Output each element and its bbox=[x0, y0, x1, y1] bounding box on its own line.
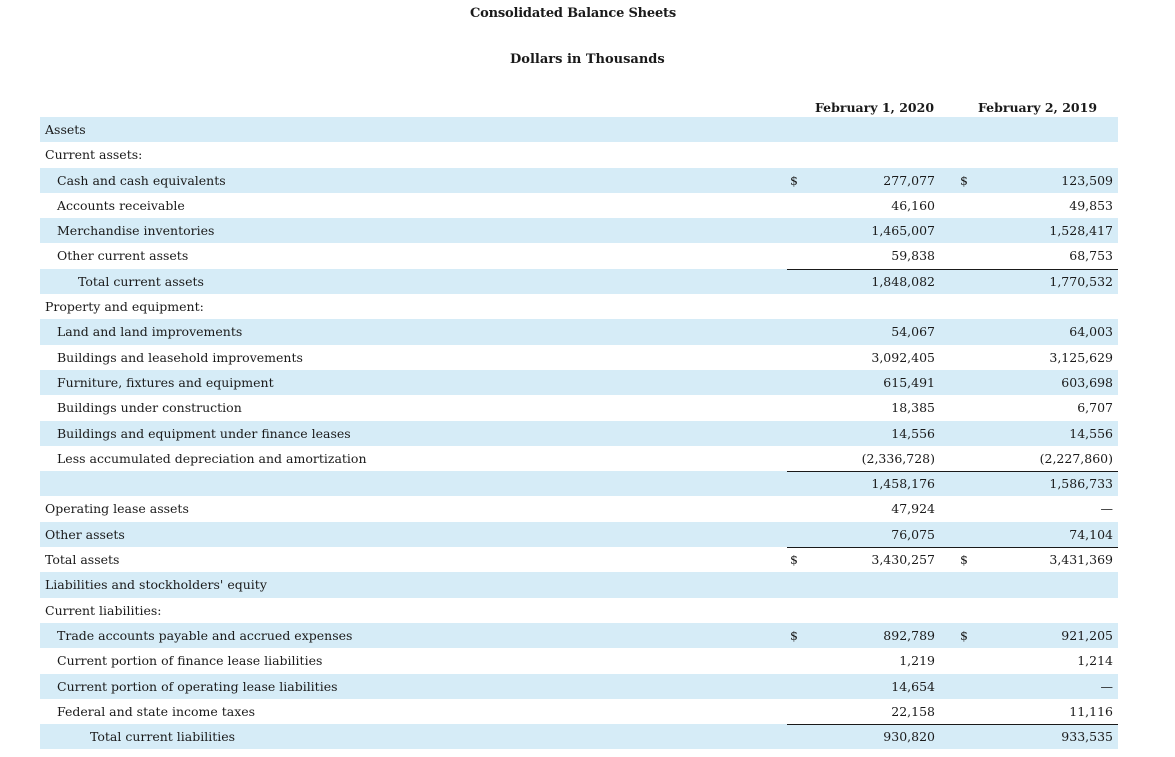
table-row bbox=[40, 269, 1118, 294]
row-label: Current portion of operating lease liabilities bbox=[57, 678, 338, 694]
row-label: Operating lease assets bbox=[45, 501, 189, 517]
row-label: Current portion of finance lease liabilities bbox=[57, 653, 323, 669]
table-row bbox=[40, 117, 1118, 142]
value-2019: 123,509 bbox=[1061, 172, 1113, 188]
table-row bbox=[40, 294, 1118, 319]
row-label: Liabilities and stockholders' equity bbox=[45, 577, 267, 593]
value-2020: 1,458,176 bbox=[871, 476, 935, 492]
row-label: Furniture, fixtures and equipment bbox=[57, 374, 274, 390]
value-2019: 1,586,733 bbox=[1049, 476, 1113, 492]
column-header-2019: February 2, 2019 bbox=[957, 100, 1118, 119]
table-row bbox=[40, 446, 1118, 471]
value-2020: 18,385 bbox=[891, 400, 935, 416]
value-2019: 3,125,629 bbox=[1049, 349, 1113, 365]
table-row bbox=[40, 168, 1118, 193]
value-2019: 933,535 bbox=[1061, 729, 1113, 745]
currency-symbol: $ bbox=[960, 627, 968, 643]
value-2020: 3,092,405 bbox=[871, 349, 935, 365]
value-2019: 921,205 bbox=[1061, 627, 1113, 643]
value-2019: — bbox=[1100, 501, 1113, 517]
currency-symbol: $ bbox=[790, 552, 798, 568]
subtotal-rule bbox=[957, 471, 1118, 472]
table-row bbox=[40, 522, 1118, 547]
row-label: Current liabilities: bbox=[45, 602, 162, 618]
document-subtitle: Dollars in Thousands bbox=[510, 52, 665, 67]
table-row bbox=[40, 243, 1118, 268]
row-label: Buildings under construction bbox=[57, 400, 242, 416]
value-2019: 14,556 bbox=[1069, 425, 1113, 441]
subtotal-rule bbox=[957, 547, 1118, 548]
value-2019: 1,214 bbox=[1077, 653, 1113, 669]
value-2020: 46,160 bbox=[891, 197, 935, 213]
value-2020: 1,848,082 bbox=[871, 273, 935, 289]
column-header-2020: February 1, 2020 bbox=[786, 100, 963, 119]
table-row bbox=[40, 699, 1118, 724]
subtotal-rule bbox=[787, 547, 963, 548]
value-2020: 59,838 bbox=[891, 248, 935, 264]
row-label: Accounts receivable bbox=[57, 197, 185, 213]
row-label: Buildings and equipment under finance leases bbox=[57, 425, 351, 441]
value-2020: 615,491 bbox=[883, 374, 935, 390]
row-label: Buildings and leasehold improvements bbox=[57, 349, 303, 365]
row-label: Federal and state income taxes bbox=[57, 703, 256, 719]
table-row bbox=[40, 421, 1118, 446]
value-2020: 14,556 bbox=[891, 425, 935, 441]
row-label: Less accumulated depreciation and amortization bbox=[57, 450, 367, 466]
value-2019: 1,528,417 bbox=[1049, 223, 1113, 239]
row-label: Assets bbox=[45, 122, 86, 137]
table-row bbox=[40, 395, 1118, 420]
row-label: Total current assets bbox=[78, 273, 204, 289]
row-label: Property and equipment: bbox=[45, 299, 204, 315]
value-2019: 6,707 bbox=[1077, 400, 1113, 416]
table-row bbox=[40, 471, 1118, 496]
value-2020: 47,924 bbox=[891, 501, 935, 517]
table-row bbox=[40, 598, 1118, 623]
subtotal-rule bbox=[787, 269, 963, 270]
currency-symbol: $ bbox=[790, 172, 798, 188]
row-label: Trade accounts payable and accrued expenses bbox=[57, 627, 353, 643]
value-2020: 14,654 bbox=[891, 678, 935, 694]
value-2019: 64,003 bbox=[1069, 324, 1113, 340]
balance-sheet-table bbox=[40, 117, 1118, 749]
table-row bbox=[40, 674, 1118, 699]
table-row bbox=[40, 319, 1118, 344]
table-row bbox=[40, 345, 1118, 370]
value-2020: 1,219 bbox=[899, 653, 935, 669]
row-label: Total current liabilities bbox=[90, 729, 236, 745]
value-2019: 3,431,369 bbox=[1049, 552, 1113, 568]
value-2019: 11,116 bbox=[1069, 703, 1113, 719]
subtotal-rule bbox=[957, 269, 1118, 270]
row-label: Land and land improvements bbox=[57, 324, 243, 340]
value-2020: 277,077 bbox=[883, 172, 935, 188]
row-label: Current assets: bbox=[45, 147, 143, 163]
value-2020: 22,158 bbox=[891, 703, 935, 719]
value-2020: 54,067 bbox=[891, 324, 935, 340]
row-label: Merchandise inventories bbox=[57, 223, 215, 239]
table-row bbox=[40, 623, 1118, 648]
value-2020: 1,465,007 bbox=[871, 223, 935, 239]
value-2019: (2,227,860) bbox=[1039, 450, 1113, 466]
row-label: Cash and cash equivalents bbox=[57, 172, 226, 188]
currency-symbol: $ bbox=[790, 627, 798, 643]
value-2020: (2,336,728) bbox=[861, 450, 935, 466]
value-2020: 76,075 bbox=[891, 526, 935, 542]
subtotal-rule bbox=[957, 724, 1118, 725]
table-row bbox=[40, 193, 1118, 218]
currency-symbol: $ bbox=[960, 172, 968, 188]
value-2019: 603,698 bbox=[1061, 374, 1113, 390]
table-row bbox=[40, 142, 1118, 167]
value-2020: 930,820 bbox=[883, 729, 935, 745]
value-2019: 74,104 bbox=[1069, 526, 1113, 542]
row-label: Total assets bbox=[45, 552, 120, 568]
currency-symbol: $ bbox=[960, 552, 968, 568]
table-row bbox=[40, 648, 1118, 673]
value-2019: 1,770,532 bbox=[1049, 273, 1113, 289]
subtotal-rule bbox=[787, 724, 963, 725]
value-2019: — bbox=[1100, 678, 1113, 694]
value-2019: 68,753 bbox=[1069, 248, 1113, 264]
subtotal-rule bbox=[787, 471, 963, 472]
value-2020: 3,430,257 bbox=[871, 552, 935, 568]
row-label: Other current assets bbox=[57, 248, 189, 264]
value-2020: 892,789 bbox=[883, 627, 935, 643]
table-row bbox=[40, 724, 1118, 749]
row-label: Other assets bbox=[45, 526, 125, 542]
value-2019: 49,853 bbox=[1069, 197, 1113, 213]
table-row bbox=[40, 218, 1118, 243]
table-row bbox=[40, 547, 1118, 572]
table-row bbox=[40, 572, 1118, 597]
table-row bbox=[40, 370, 1118, 395]
table-row bbox=[40, 496, 1118, 521]
